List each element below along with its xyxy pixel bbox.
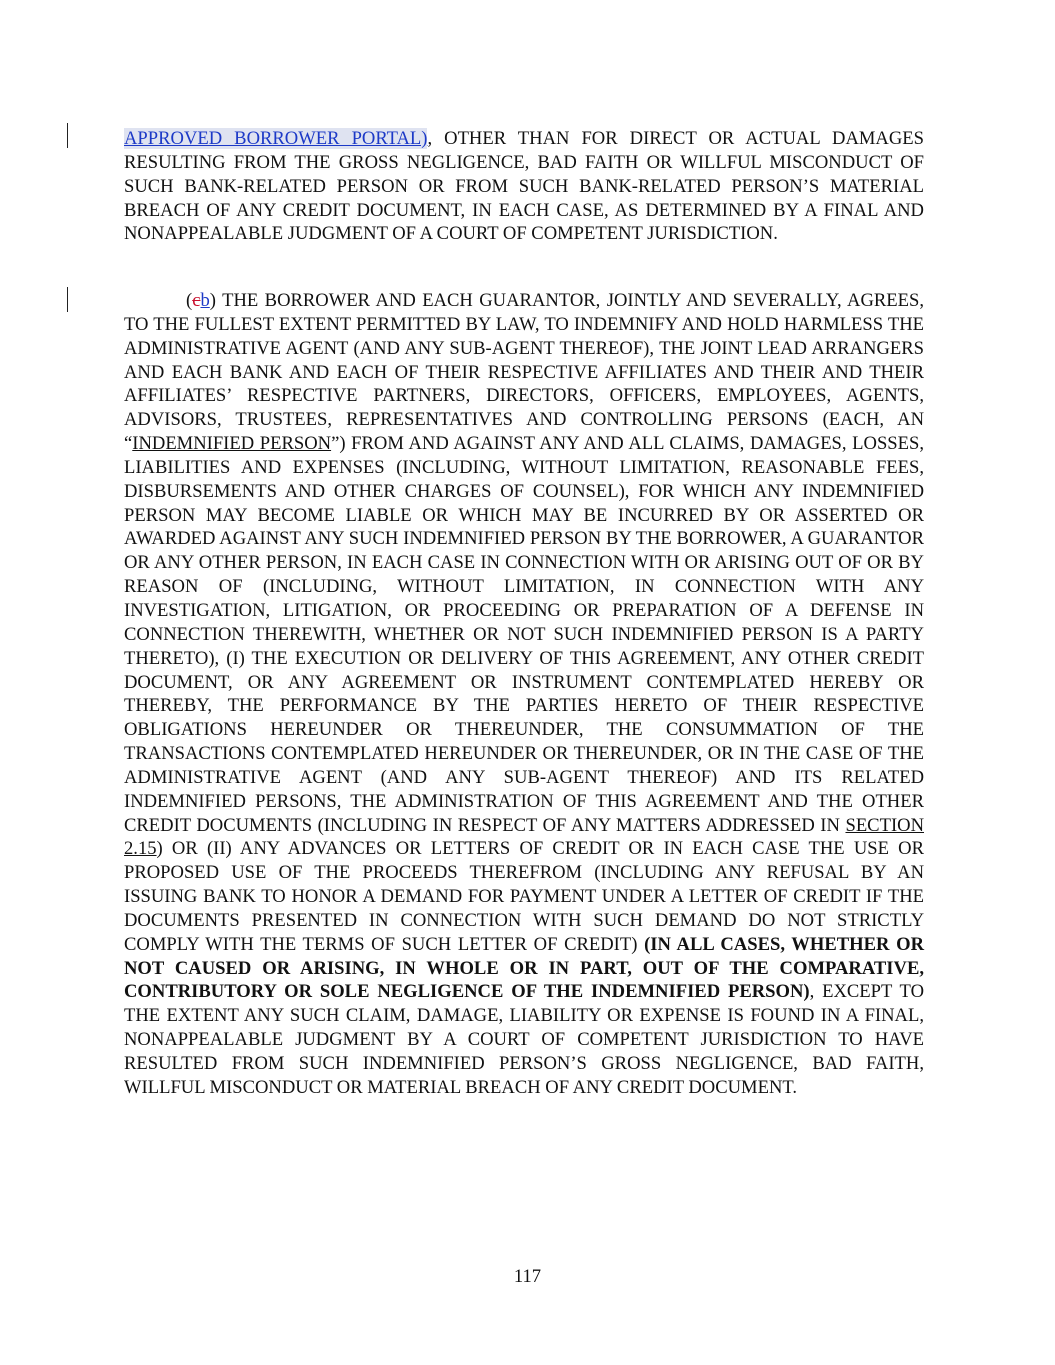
para1-text: OTHER THAN FOR DIRECT OR ACTUAL DAMAGES RESULTING FROM THE GROSS NEGLIGENCE, BAD FAITH OR WILLFUL MISCONDUCT OF SUCH BANK-RELATED PERSON OR FROM SUCH BANK-RELATED PERSON’S MATERIAL BREACH OF ANY CREDIT DOCUMENT, IN EACH CASE, AS DETERMINED BY A FINAL AND NONAPPEALABLE JUDGMENT OF A COURT OF COMPETENT JURISDICTION. <box>124 128 924 245</box>
clause-close-paren: ) <box>209 290 216 311</box>
para1-comma: , <box>427 128 433 149</box>
approved-borrower-portal-link[interactable]: APPROVED BORROWER PORTAL) <box>124 128 428 149</box>
inserted-clause-letter: b <box>200 290 210 311</box>
defined-term-indemnified-person: INDEMNIFIED PERSON <box>132 433 332 455</box>
para2-text-a: THE BORROWER AND EACH GUARANTOR, JOINTLY AND SEVERALLY, AGREES, TO THE FULLEST EXTENT PERMITTED BY LAW, TO INDEMNIFY AND HOLD HARMLESS THE ADMINISTRATIVE AGENT (AND ANY SUB-AGENT THEREOF), THE JOINT LEAD ARRANGERS AND EACH BANK AND EACH OF THEIR RESPECTIVE AFFILIATES AND THEIR AND THEIR AFFILIATES’ RESPECTIVE PARTNERS, DIRECTORS, OFFICERS, EMPLOYEES, AGENTS, ADVISORS, TRUSTEES, REPRESENTATIVES AND CONTROLLING PERSONS (EACH, AN “ <box>124 290 924 455</box>
paragraph-continuation <box>124 127 924 246</box>
revision-bar <box>67 123 68 148</box>
section-reference[interactable]: SECTION 2.15 <box>124 814 924 860</box>
para2-text-c: ) OR (II) ANY ADVANCES OR LETTERS OF CREDIT OR IN EACH CASE THE USE OR PROPOSED USE OF THE PROCEEDS THEREFROM (INCLUDING ANY REFUSAL BY AN ISSUING BANK TO HONOR A DEMAND FOR PAYMENT UNDER A LETTER OF CREDIT IF THE DOCUMENTS PRESENTED IN CONNECTION WITH SUCH DEMAND DO NOT STRICTLY COMPLY WITH THE TERMS OF SUCH LETTER OF CREDIT) <box>124 838 924 955</box>
para2-text-b: ”) FROM AND AGAINST ANY AND ALL CLAIMS, DAMAGES, LOSSES, LIABILITIES AND EXPENSES (INCLUDING, WITHOUT LIMITATION, REASONABLE FEES, DISBURSEMENTS AND OTHER CHARGES OF COUNSEL), FOR WHICH ANY INDEMNIFIED PERSON MAY BECOME LIABLE OR WHICH MAY BE INCURRED BY OR ASSERTED OR AWARDED AGAINST ANY SUCH INDEMNIFIED PERSON BY THE BORROWER, A GUARANTOR OR ANY OTHER PERSON, IN EACH CASE IN CONNECTION WITH OR ARISING OUT OF OR BY REASON OF (INCLUDING, WITHOUT LIMITATION, IN CONNECTION WITH ANY INVESTIGATION, LITIGATION, OR PROCEEDING OR PREPARATION OF A DEFENSE IN CONNECTION THEREWITH, WHETHER OR NOT SUCH INDEMNIFIED PERSON IS A PARTY THERETO), (I) THE EXECUTION OR DELIVERY OF THIS AGREEMENT, ANY OTHER CREDIT DOCUMENT, OR ANY AGREEMENT OR INSTRUMENT CONTEMPLATED HEREBY OR THEREBY, THE PERFORMANCE BY THE PARTIES HERETO OF THEIR RESPECTIVE OBLIGATIONS HEREUNDER OR THEREUNDER, THE CONSUMMATION OF THE TRANSACTIONS CONTEMPLATED HEREUNDER OR THEREUNDER, OR IN THE CASE OF THE ADMINISTRATIVE AGENT (AND ANY SUB-AGENT THEREOF) AND ITS RELATED INDEMNIFIED PERSONS, THE ADMINISTRATION OF THIS AGREEMENT AND THE OTHER CREDIT DOCUMENTS (INCLUDING IN RESPECT OF ANY MATTERS ADDRESSED IN <box>124 433 924 836</box>
paragraph-indemnification <box>124 289 924 1100</box>
deleted-clause-letter: c <box>192 290 201 311</box>
para2-text-d: , EXCEPT TO THE EXTENT ANY SUCH CLAIM, DAMAGE, LIABILITY OR EXPENSE IS FOUND IN A FINAL, NONAPPEALABLE JUDGMENT BY A COURT OF COMPETENT JURISDICTION TO HAVE RESULTED FROM SUCH INDEMNIFIED PERSON’S GROSS NEGLIGENCE, BAD FAITH, WILLFUL MISCONDUCT OR MATERIAL BREACH OF ANY CREDIT DOCUMENT. <box>124 981 924 1098</box>
negligence-clause-bold: (IN ALL CASES, WHETHER OR NOT CAUSED OR ARISING, IN WHOLE OR IN PART, OUT OF THE COMPARATIVE, CONTRIBUTORY OR SOLE NEGLIGENCE OF THE INDEMNIFIED PERSON) <box>124 933 924 1003</box>
page-number: 117 <box>513 1266 542 1287</box>
revision-bar <box>67 287 68 312</box>
clause-open-paren: ( <box>186 290 193 311</box>
